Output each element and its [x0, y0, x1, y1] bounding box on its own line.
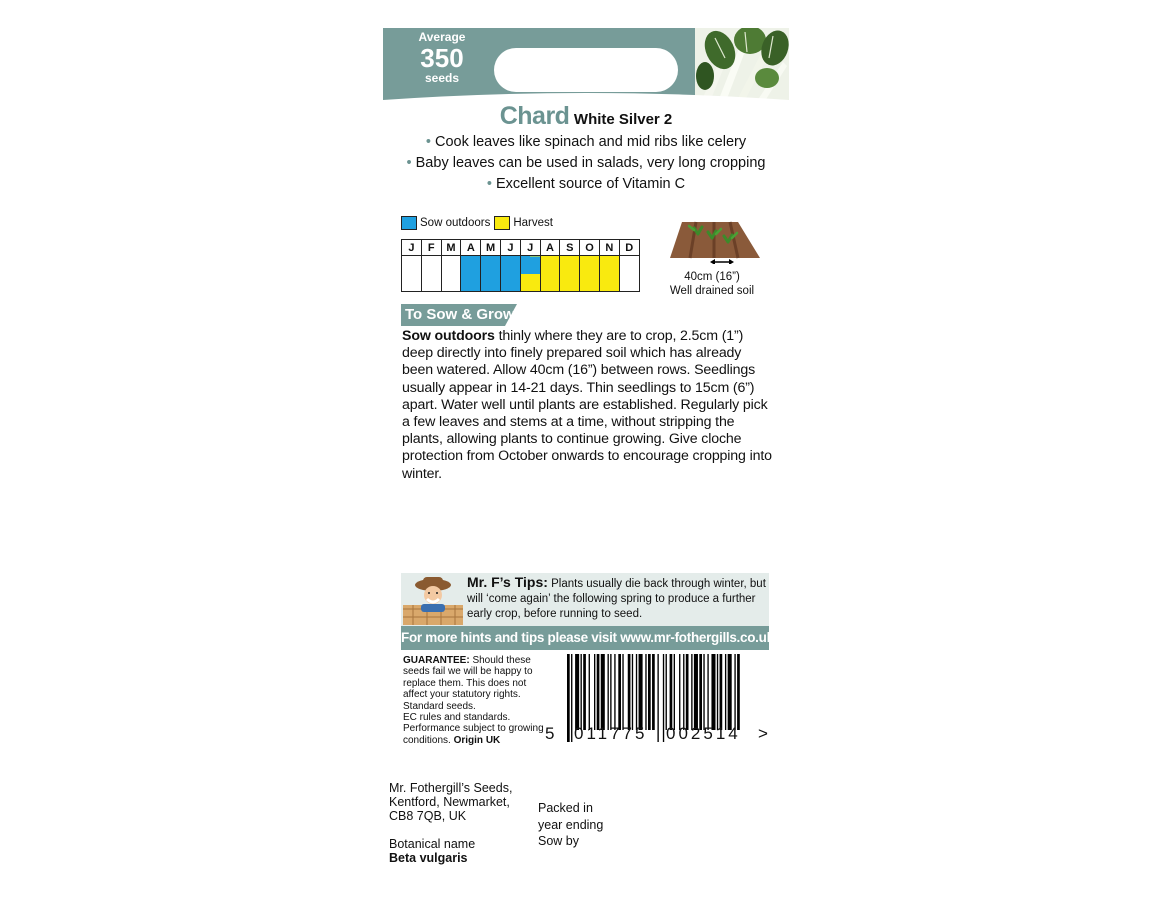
calendar-legend [401, 216, 553, 230]
hanging-slot [494, 48, 678, 92]
month-cell [520, 256, 540, 292]
month-row [402, 240, 640, 256]
month-header: A [540, 240, 560, 256]
guarantee-heading: GUARANTEE: [403, 655, 470, 666]
month-cell [441, 256, 461, 292]
barcode-bar [737, 654, 740, 730]
barcode-bar [711, 654, 715, 730]
website-banner: For more hints and tips please visit www.mr-fothergills.co.uk [401, 626, 769, 650]
barcode-bar [614, 654, 615, 730]
tips-box [401, 573, 769, 626]
seed-count: 350 [420, 43, 464, 73]
barcode-bar [694, 654, 698, 730]
month-cell [402, 256, 422, 292]
barcode-bar [567, 654, 570, 742]
sow-grow-text [402, 328, 774, 483]
month-cell [461, 256, 481, 292]
bullet-icon: • [486, 176, 496, 192]
performance-note: Performance subject to growing conditions. Origin UK [403, 723, 544, 746]
barcode-bar [703, 654, 704, 730]
month-cell-gap [521, 256, 530, 274]
barcode-bar [686, 654, 689, 730]
barcode-bar [594, 654, 595, 730]
product-title [383, 102, 789, 131]
barcode-bar [728, 654, 732, 730]
month-header: J [402, 240, 422, 256]
month-cell [540, 256, 560, 292]
bullet-icon: • [425, 134, 435, 150]
barcode-bar [663, 654, 664, 742]
barcode-bar [670, 654, 673, 730]
sow-swatch [401, 216, 417, 230]
barcode [545, 652, 775, 748]
guarantee-body: Should these seeds fail we will be happy to replace them. This does not affect your statutory rights. [403, 655, 533, 701]
soil-type: Well drained soil [669, 285, 755, 297]
barcode-bar [679, 654, 680, 730]
seed-count-badge [383, 30, 501, 85]
row-spacing-illustration [668, 218, 764, 264]
barcode-bar [601, 654, 605, 730]
botanical-label: Botanical name [389, 837, 476, 851]
feature-item: • Excellent source of Vitamin C [486, 176, 686, 192]
month-header: S [560, 240, 580, 256]
month-header: J [500, 240, 520, 256]
barcode-group-1: 011775 [574, 724, 648, 743]
ec-rules: EC rules and standards. [403, 712, 511, 724]
barcode-bar [683, 654, 684, 730]
feature-list [383, 132, 789, 195]
tips-body: Plants usually die back through winter, but will ‘come again’ the following spring to produce a further early crop, before running to seed. [467, 578, 766, 620]
packed-info: Packed in year ending Sow by [538, 801, 604, 848]
barcode-bar [636, 654, 637, 730]
barcode-bar [734, 654, 735, 730]
activity-row [402, 256, 640, 292]
feature-item: • Cook leaves like spinach and mid ribs like celery [425, 134, 747, 150]
barcode-bar [720, 654, 723, 730]
month-header: J [520, 240, 540, 256]
harvest-swatch [494, 216, 510, 230]
barcode-bar [608, 654, 609, 730]
barcode-bar [657, 654, 658, 742]
sow-grow-body: thinly where they are to crop, 2.5cm (1”) deep directly into finely prepared soil which has already been watered. Allow 40cm (16”) between rows. Seedlings usually appear in 14-21 days. Thin seedlings to 15cm (6”) apart. Water well until plants are established. Regularly pick a few leaves and stems at a time, without stripping the plants, allowing plants to continue growing. Give cloche protection from October onwards to encourage cropping into winter. [402, 328, 772, 482]
barcode-bar [691, 654, 692, 730]
month-header: M [481, 240, 501, 256]
barcode-group-2: 002514 [666, 724, 741, 743]
barcode-bar [571, 654, 572, 742]
seed-unit: seeds [424, 71, 460, 85]
barcode-bar [666, 654, 667, 730]
row-spacing: 40cm (16”) [684, 271, 740, 283]
barcode-end-mark: > [758, 724, 768, 743]
product-variety: White Silver 2 [573, 111, 673, 128]
month-header: A [461, 240, 481, 256]
month-header: M [441, 240, 461, 256]
month-cell [599, 256, 619, 292]
barcode-bar [648, 654, 651, 730]
botanical-value: Beta vulgaris [389, 851, 468, 865]
barcode-bar [699, 654, 702, 730]
month-cell [619, 256, 639, 292]
month-header: O [580, 240, 600, 256]
barcode-bar [639, 654, 643, 730]
origin: Origin UK [453, 734, 501, 746]
botanical-name [389, 837, 475, 865]
month-cell [500, 256, 520, 292]
barcode-bar [618, 654, 621, 730]
barcode-bar [575, 654, 579, 730]
barcode-bar [725, 654, 726, 730]
month-cell [560, 256, 580, 292]
barcode-first-digit: 5 [545, 724, 555, 743]
barcode-bar [589, 654, 590, 730]
month-cell [580, 256, 600, 292]
feature-item: • Baby leaves can be used in salads, very long cropping [406, 155, 766, 171]
barcode-bar [632, 654, 633, 730]
barcode-bar [628, 654, 631, 730]
product-name: Chard [499, 102, 570, 130]
barcode-bar [652, 654, 655, 730]
barcode-bar [717, 654, 718, 730]
barcode-bar [622, 654, 623, 730]
harvest-legend-label: Harvest [513, 217, 553, 229]
month-header: N [599, 240, 619, 256]
sow-grow-tag [401, 304, 517, 326]
header-band [383, 28, 789, 104]
sow-legend-label: Sow outdoors [420, 217, 491, 229]
barcode-bar [707, 654, 708, 730]
sow-grow-lead: Sow outdoors [402, 328, 495, 344]
barcode-bar [581, 654, 582, 730]
barcode-bar [583, 654, 586, 730]
bullet-icon: • [406, 155, 416, 171]
month-header: D [619, 240, 639, 256]
month-cell [421, 256, 441, 292]
barcode-bar [674, 654, 675, 730]
mr-f-mascot-icon [403, 575, 463, 625]
barcode-bar [597, 654, 600, 730]
sow-grow-heading: To Sow & Grow [405, 306, 515, 323]
standard-seeds: Standard seeds. [403, 700, 476, 712]
tips-text [467, 575, 767, 622]
company-address: Mr. Fothergill’s Seeds, Kentford, Newmarket, CB8 7QB, UK [389, 781, 513, 823]
barcode-bar [645, 654, 646, 730]
month-cell [481, 256, 501, 292]
spacing-caption [660, 270, 764, 298]
sowing-calendar [401, 239, 640, 292]
tips-heading: Mr. F’s Tips: [467, 574, 548, 590]
barcode-bar [610, 654, 611, 730]
guarantee-block [403, 655, 553, 746]
guarantee-text [403, 655, 553, 701]
month-header: F [421, 240, 441, 256]
average-label: Average [418, 30, 466, 44]
